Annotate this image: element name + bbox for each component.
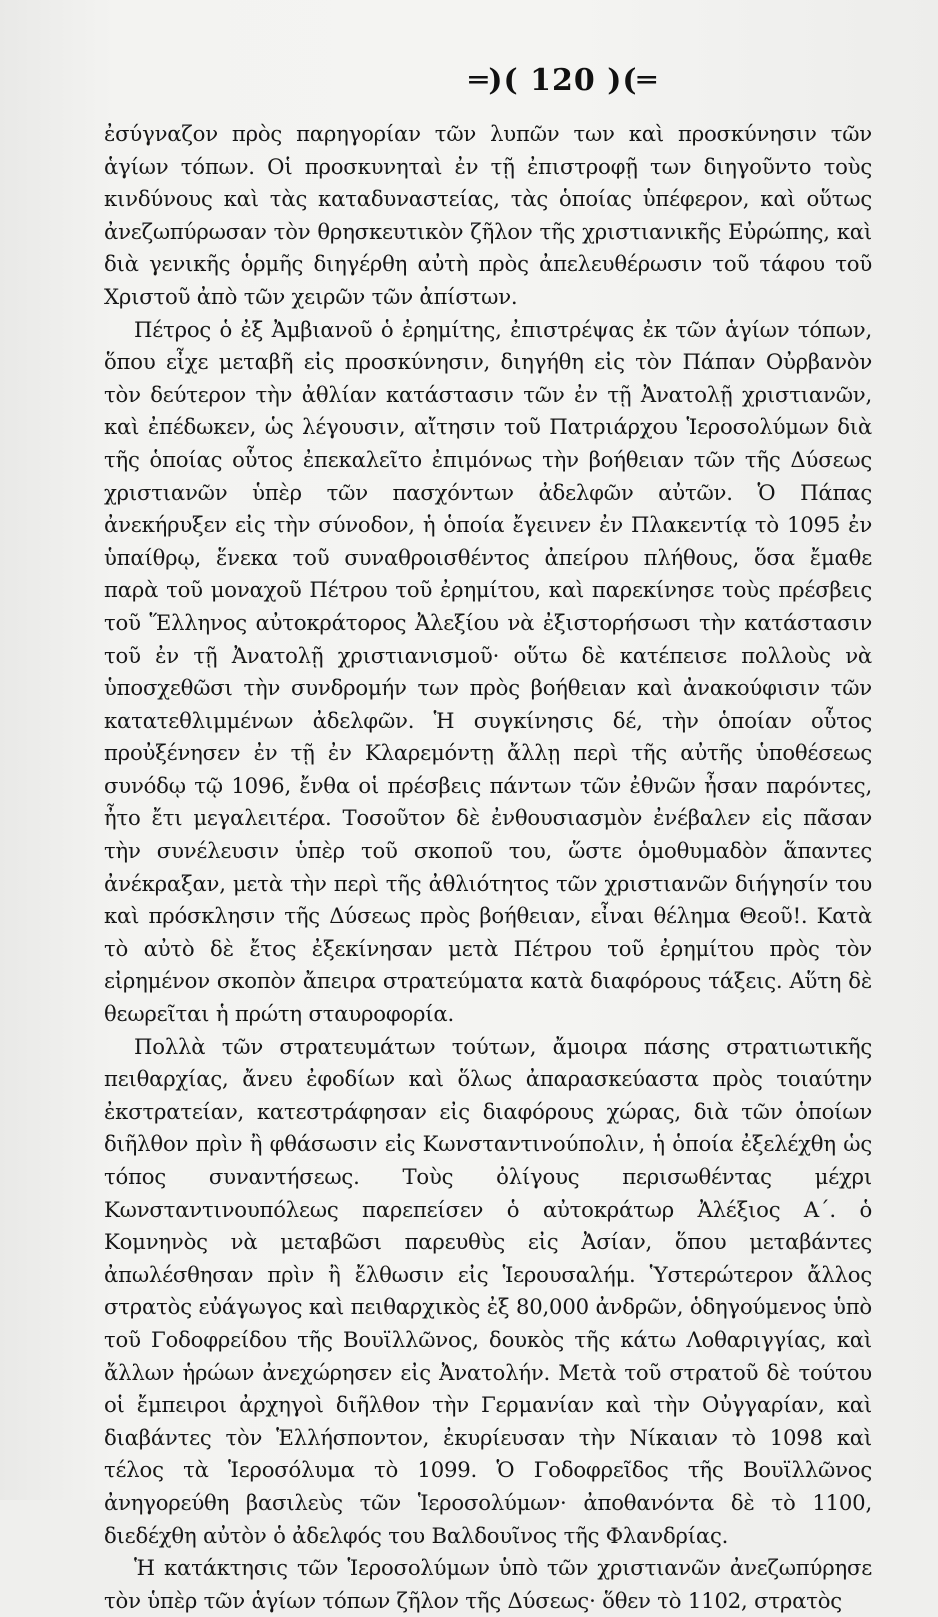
paragraph: Πέτρος ὁ ἐξ Ἀμβιανοῦ ὁ ἐρημίτης, ἐπιστρέψας ἐκ τῶν ἁγίων τόπων, ὅπου εἶχε μεταβῆ εἰς προσκύνησιν, διηγήθη εἰς τὸν Πάπαν Οὐρβανὸν τὸν δεύτερον τὴν ἀθλίαν κατάστασιν τῶν ἐν τῇ Ἀνατολῇ χριστιανῶν, καὶ ἐπέδωκεν, ὡς λέγουσιν, αἴτησιν τοῦ Πατριάρχου Ἱεροσολύμων διὰ τῆς ὁποίας οὗτος ἐπεκαλεῖτο ἐπιμόνως τὴν βοήθειαν τῶν τῆς Δύσεως χριστιανῶν ὑπὲρ τῶν πασχόντων ἀδελφῶν αὐτῶν. Ὁ Πάπας ἀνεκήρυξεν εἰς τὴν σύνοδον, ἡ ὁποία ἔγεινεν ἐν Πλακεντίᾳ τὸ 1095 ἐν ὑπαίθρῳ, ἕνεκα τοῦ συναθροισθέντος ἀπείρου πλήθους, ὅσα ἔμαθε παρὰ τοῦ μοναχοῦ Πέτρου τοῦ ἐρημίτου, καὶ παρεκίνησε τοὺς πρέσβεις τοῦ Ἕλληνος αὐτοκράτορος Ἀλεξίου νὰ ἐξιστορήσωσι τὴν κατάστασιν τοῦ ἐν τῇ Ἀνατολῇ χριστιανισμοῦ· οὕτω δὲ κατέπεισε πολλοὺς νὰ ὑποσχεθῶσι τὴν συνδρομήν των πρὸς βοήθειαν καὶ ἀνακούφισιν τῶν κατατεθλιμμένων ἀδελφῶν. Ἡ συγκίνησις δέ, τὴν ὁποίαν οὗτος προὐξένησεν ἐν τῇ ἐν Κλαρεμόντῃ ἄλλῃ περὶ τῆς αὐτῆς ὑποθέσεως συνόδῳ τῷ 1096, ἔνθα οἱ πρέσβεις πάντων τῶν ἐθνῶν ἦσαν παρόντες, ἦτο ἔτι μεγαλειτέρα. Τοσοῦτον δὲ ἐνθουσιασμὸν ἐνέβαλεν εἰς πᾶσαν τὴν συνέλευσιν ὑπὲρ τοῦ σκοποῦ του, ὥστε ὁμοθυμαδὸν ἅπαντες ἀνέκραξαν, μετὰ τὴν περὶ τῆς ἀθλιότητος τῶν χριστιανῶν διήγησίν του καὶ πρόσκλησιν τῆς Δύσεως πρὸς βοήθειαν, εἶναι θέλημα Θεοῦ!. Κατὰ τὸ αὐτὸ δὲ ἔτος ἐξεκίνησαν μετὰ Πέτρου τοῦ ἐρημίτου πρὸς τὸν εἰρημένον σκοπὸν ἄπειρα στρατεύματα κατὰ διαφόρους τάξεις. Αὕτη δὲ θεωρεῖται ἡ πρώτη σταυροφορία.	[104, 316, 872, 1027]
paragraph: ἐσύγναζον πρὸς παρηγορίαν τῶν λυπῶν των καὶ προσκύνησιν τῶν ἁγίων τόπων. Οἱ προσκυνηταὶ ἐν τῇ ἐπιστροφῇ των διηγοῦντο τοὺς κινδύνους καὶ τὰς καταδυναστείας, τὰς ὁποίας ὑπέφερον, καὶ οὕτως ἀνεζωπύρωσαν τὸν θρησκευτικὸν ζῆλον τῆς χριστιανικῆς Εὐρώπης, καὶ διὰ γενικῆς ὁρμῆς διηγέρθη αὐτὴ πρὸς ἀπελευθέρωσιν τοῦ τάφου τοῦ Χριστοῦ ἀπὸ τῶν χειρῶν τῶν ἀπίστων.	[104, 121, 872, 309]
page-number: ═)( 120 )(═	[469, 62, 657, 98]
paragraph: Ἡ κατάκτησις τῶν Ἱεροσολύμων ὑπὸ τῶν χριστιανῶν ἀνεζωπύρησε τὸν ὑπὲρ τῶν ἁγίων τόπων ζῆλον τῆς Δύσεως· ὅθεν τὸ 1102, στρατὸς	[104, 1555, 872, 1613]
body-text	[104, 118, 872, 1617]
paragraph: Πολλὰ τῶν στρατευμάτων τούτων, ἄμοιρα πάσης στρατιωτικῆς πειθαρχίας, ἄνευ ἐφοδίων καὶ ὅλως ἀπαρασκεύαστα πρὸς τοιαύτην ἐκστρατείαν, κατεστράφησαν εἰς διαφόρους χώρας, διὰ τῶν ὁποίων διῆλθον πρὶν ἢ φθάσωσιν εἰς Κωνσταντινούπολιν, ἡ ὁποία ἐξελέχθη ὡς τόπος συναντήσεως. Τοὺς ὀλίγους περισωθέντας μέχρι Κωνσταντινουπόλεως παρεπείσεν ὁ αὐτοκράτωρ Ἀλέξιος Α΄. ὁ Κομνηνὸς νὰ μεταβῶσι παρευθὺς εἰς Ἀσίαν, ὅπου μεταβάντες ἀπωλέσθησαν πρὶν ἢ ἔλθωσιν εἰς Ἱερουσαλήμ. Ὑστερώτερον ἄλλος στρατὸς εὐάγωγος καὶ πειθαρχικὸς ἐξ 80,000 ἀνδρῶν, ὁδηγούμενος ὑπὸ τοῦ Γοδοφρείδου τῆς Βουϊλλῶνος, δουκὸς τῆς κάτω Λοθαριγγίας, καὶ ἄλλων ἡρώων ἀνεχώρησεν εἰς Ἀνατολήν. Μετὰ τοῦ στρατοῦ δὲ τούτου οἱ ἔμπειροι ἀρχηγοὶ διῆλθον τὴν Γερμανίαν καὶ τὴν Οὐγγαρίαν, καὶ διαβάντες τὸν Ἑλλήσποντον, ἐκυρίευσαν τὴν Νίκαιαν τὸ 1098 καὶ τέλος τὰ Ἱεροσόλυμα τὸ 1099. Ὁ Γοδοφρεῖδος τῆς Βουϊλλῶνος ἀνηγορεύθη βασιλεὺς τῶν Ἱεροσολύμων· ἀποθανόντα δὲ τὸ 1100, διεδέχθη αὐτὸν ὁ ἀδελφός του Βαλδουῖνος τῆς Φλανδρίας.	[104, 1033, 872, 1548]
page-header	[254, 60, 872, 100]
